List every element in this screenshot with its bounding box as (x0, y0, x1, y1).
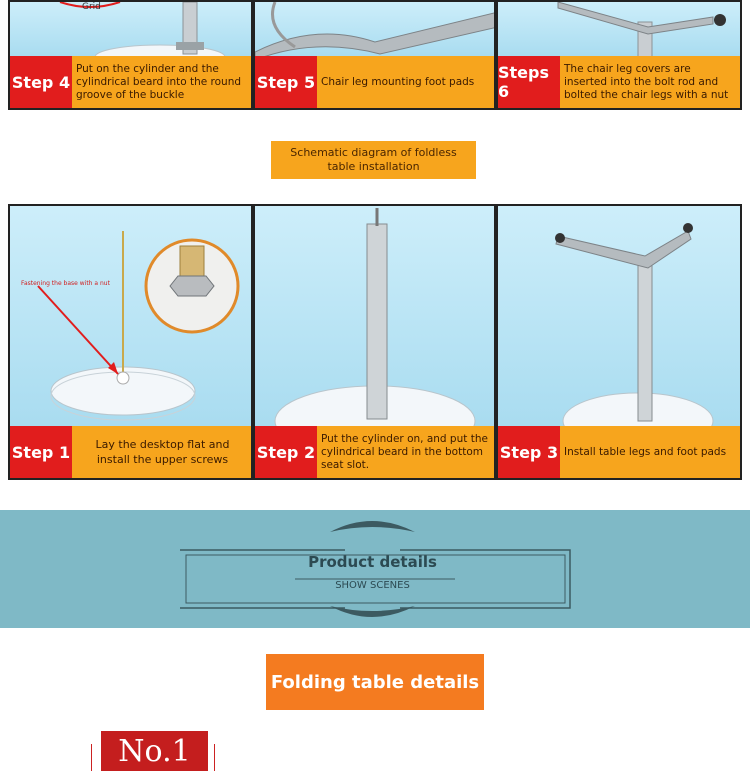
step-1-photo (10, 206, 251, 426)
step-3-caption (498, 426, 740, 478)
step-3-panel (496, 204, 742, 480)
step-4-panel (8, 0, 253, 110)
step-2-illustration (255, 206, 496, 426)
step-5-text: Chair leg mounting foot pads (321, 75, 475, 88)
step-4-photo (10, 2, 251, 56)
step-4-text: Put on the cylinder and the cylindrical beard into the round groove of the buckle (76, 62, 242, 101)
step-5-photo (255, 2, 494, 56)
step-1-caption (10, 426, 251, 478)
step-6-text: The chair leg covers are inserted into the bolt rod and bolted the chair legs with a nut (564, 62, 729, 101)
step-2-panel (253, 204, 496, 480)
product-details-subtitle: SHOW SCENES (335, 580, 410, 591)
step-1-annotation: Fastening the base with a nut (21, 280, 110, 287)
no-1-label: No.1 (101, 731, 208, 771)
step-4-tag: Step 4 (10, 56, 72, 108)
step-2-caption (255, 426, 494, 478)
step-3-illustration (498, 206, 742, 426)
step-5-panel (253, 0, 496, 110)
product-details-band (0, 510, 750, 628)
schematic-title: Schematic diagram of foldless table installation (271, 141, 476, 179)
step-4-illustration (10, 2, 253, 60)
step-6-caption (498, 56, 740, 108)
step-1-panel (8, 204, 253, 480)
product-details-title: Product details (308, 553, 437, 571)
no-1-rule-right (214, 744, 215, 771)
grid-note: Grid (82, 2, 101, 12)
step-6-photo (498, 2, 740, 56)
folding-table-details-heading: Folding table details (266, 654, 484, 710)
step-2-photo (255, 206, 494, 426)
no-1-rule-left (91, 744, 92, 771)
step-4-caption (10, 56, 251, 108)
step-1-tag: Step 1 (10, 426, 72, 478)
step-3-photo (498, 206, 740, 426)
step-6-tag: Steps 6 (498, 56, 560, 108)
step-1-illustration (10, 206, 253, 426)
step-5-tag: Step 5 (255, 56, 317, 108)
step-2-text: Put the cylinder on, and put the cylindrical beard in the bottom seat slot. (321, 432, 488, 471)
step-6-illustration (498, 2, 742, 60)
step-5-illustration (255, 2, 496, 60)
step-3-text: Install table legs and foot pads (564, 445, 727, 458)
step-1-text: Lay the desktop flat and install the upper screws (95, 438, 230, 466)
step-5-caption (255, 56, 494, 108)
step-2-tag: Step 2 (255, 426, 317, 478)
step-3-tag: Step 3 (498, 426, 560, 478)
step-6-panel (496, 0, 742, 110)
